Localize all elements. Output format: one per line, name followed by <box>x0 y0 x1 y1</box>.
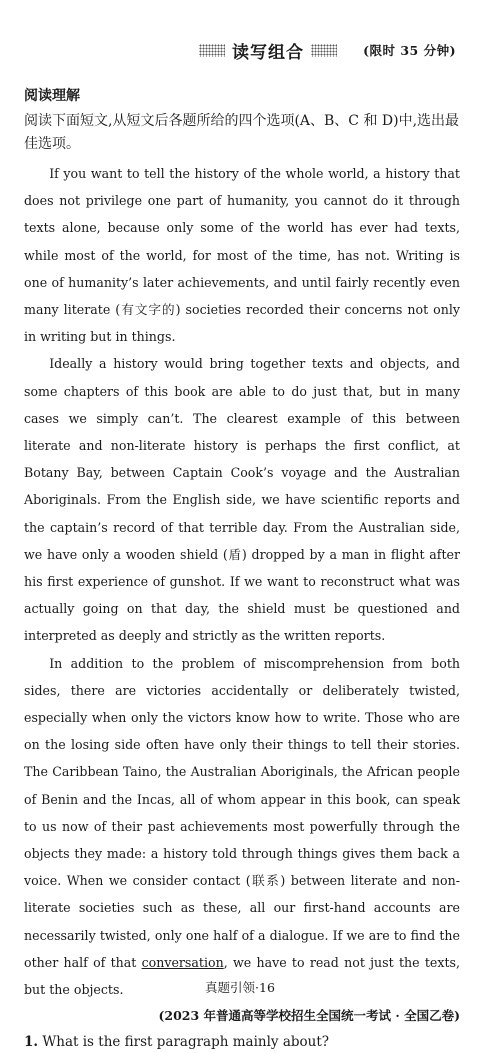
page-footer: 真题引领·16 <box>205 980 275 995</box>
dot-pattern-right-icon <box>311 44 337 57</box>
question-1 <box>24 1031 460 1053</box>
section-title-block <box>199 38 337 63</box>
time-limit: (限时 35 分钟) <box>363 43 456 58</box>
section-heading: 阅读理解 <box>24 88 80 104</box>
dot-pattern-left-icon <box>199 44 225 57</box>
question-text: What is the first paragraph mainly about? <box>42 1034 330 1051</box>
paragraph-3-text-start: In addition to the problem of miscomprehension from both sides, there are victories accidentally or deliberately twisted, especially when only the victors know how to write. Those who are on the losing side often have only their things to tell their stories. The Caribbean Taino, the Australian Aboriginals, the African people of Benin and the Incas, all of whom appear in this book, can speak to us now of their past achievements most powerfully through the objects they made: a history told through things gives them back a voice. When we consider contact (联系) between literate and non-literate societies such as these, all our first-hand accounts are necessarily twisted, only one half of a dialogue. If we are to find the other half of that <box>24 655 460 970</box>
underlined-word: conversation <box>141 954 224 970</box>
passage-paragraph-2: Ideally a history would bring together texts and objects, and some chapters of this book are able to do just that, but in many cases we simply can’t. The clearest example of this between literate and non-literate history is perhaps the first conflict, at Botany Bay, between Captain Cook’s voyage and the Australian Aboriginals. From the English side, we have scientific reports and the captain’s record of that terrible day. From the Australian side, we have only a wooden shield (盾) dropped by a man in flight after his first experience of gunshot. If we want to reconstruct what was actually going on that day, the shield must be questioned and interpreted as deeply and strictly as the written reports. <box>24 356 460 644</box>
source-citation: (2023 年普通高等学校招生全国统一考试 · 全国乙卷) <box>158 1008 460 1024</box>
passage-paragraph-3 <box>24 650 460 1004</box>
paragraph-3-text-end: , we have to read not just the texts, but the objects. <box>24 954 460 998</box>
page-title: 读写组合 <box>232 43 304 63</box>
question-number: 1. <box>24 1034 39 1051</box>
instruction-text: 阅读下面短文,从短文后各题所给的四个选项(A、B、C 和 D)中,选出最佳选项。 <box>24 113 460 152</box>
passage-paragraph-1: If you want to tell the history of the whole world, a history that does not privilege one part of humanity, you cannot do it through texts alone, because only some of the world has ever had texts, while most of the world, for most of the time, has not. Writing is one of humanity’s later achievements, and until fairly recently even many literate (有文字的) societies recorded their concerns not only in writing but in things. <box>24 166 460 345</box>
header <box>24 0 460 78</box>
